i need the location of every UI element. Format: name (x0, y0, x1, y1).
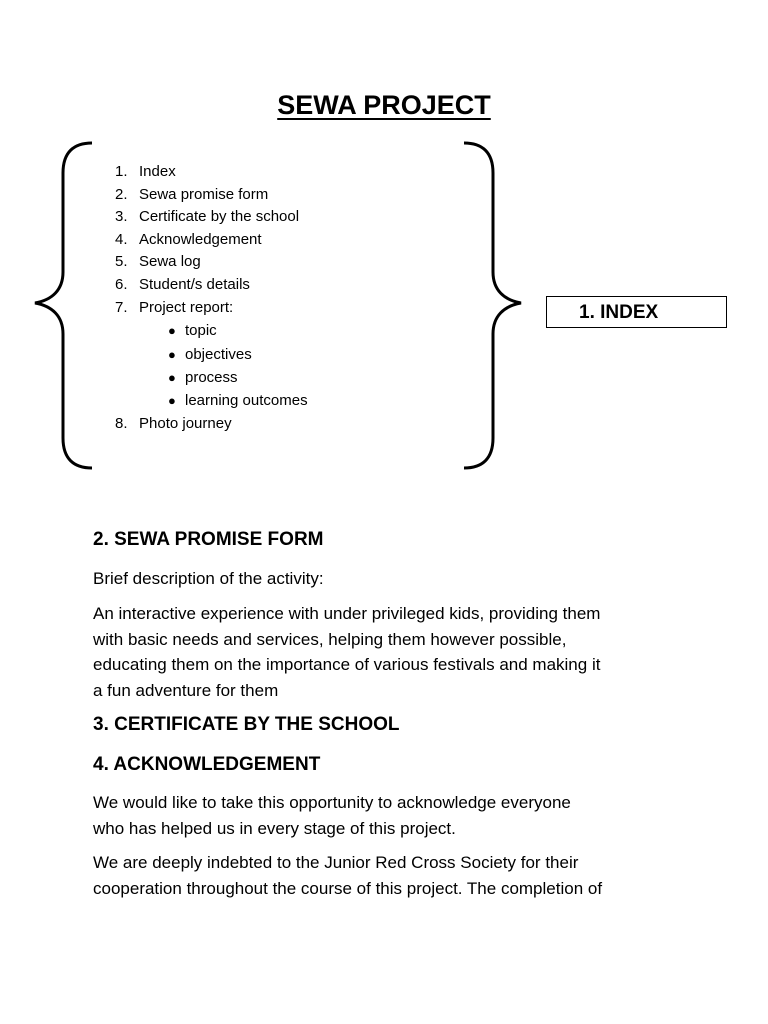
index-item: 2. Sewa promise form (115, 185, 269, 203)
bullet-icon: ● (168, 346, 176, 362)
report-sublist (139, 319, 308, 413)
brief-description (93, 566, 693, 592)
text-line: with basic needs and services, helping them however possible, (93, 629, 567, 649)
section-sewa-promise-form (93, 529, 693, 551)
sublist-item: ● objectives (139, 343, 308, 366)
index-item: 5. Sewa log (115, 253, 201, 271)
index-item: 1. Index (115, 163, 176, 180)
brief-label: Brief description of the activity: (93, 569, 324, 588)
index-item: 8. Photo journey (115, 414, 232, 432)
left-brace (30, 140, 98, 472)
section-heading: 4. ACKNOWLEDGEMENT (93, 754, 321, 775)
bullet-icon: ● (168, 369, 176, 385)
index-item: 6. Student/s details (115, 275, 250, 293)
index-box: 1. INDEX (546, 296, 727, 328)
text-line: cooperation throughout the course of this project. The completion of (93, 878, 603, 898)
sublist-item: ● learning outcomes (139, 389, 308, 412)
acknowledgement-para-2 (93, 850, 693, 901)
text-line: An interactive experience with under privileged kids, providing them (93, 604, 601, 623)
index-item: 4. Acknowledgement (115, 230, 262, 248)
bullet-icon: ● (168, 393, 176, 409)
acknowledgement-para-1 (93, 790, 693, 841)
text-line: We would like to take this opportunity to acknowledge everyone (93, 793, 571, 812)
activity-description (93, 601, 693, 703)
sublist-item: ● topic (139, 319, 308, 342)
section-heading: 3. CERTIFICATE BY THE SCHOOL (93, 714, 400, 735)
text-line: a fun adventure for them (93, 680, 279, 700)
sublist-item: ● process (139, 366, 308, 389)
page-title: SEWA PROJECT (277, 90, 491, 120)
section-acknowledgement (93, 754, 693, 776)
index-item: 7. Project report: ● topic ● objectives ● process ● learning outcomes (115, 297, 308, 413)
section-heading: 2. SEWA PROMISE FORM (93, 529, 324, 550)
index-item: 3. Certificate by the school (115, 208, 300, 226)
text-line: We are deeply indebted to the Junior Red Cross Society for their (93, 853, 579, 872)
right-brace (458, 140, 526, 472)
index-list (115, 161, 308, 435)
text-line: who has helped us in every stage of this project. (93, 818, 456, 838)
text-line: educating them on the importance of various festivals and making it (93, 655, 601, 675)
bullet-icon: ● (168, 323, 176, 339)
section-certificate (93, 714, 693, 736)
